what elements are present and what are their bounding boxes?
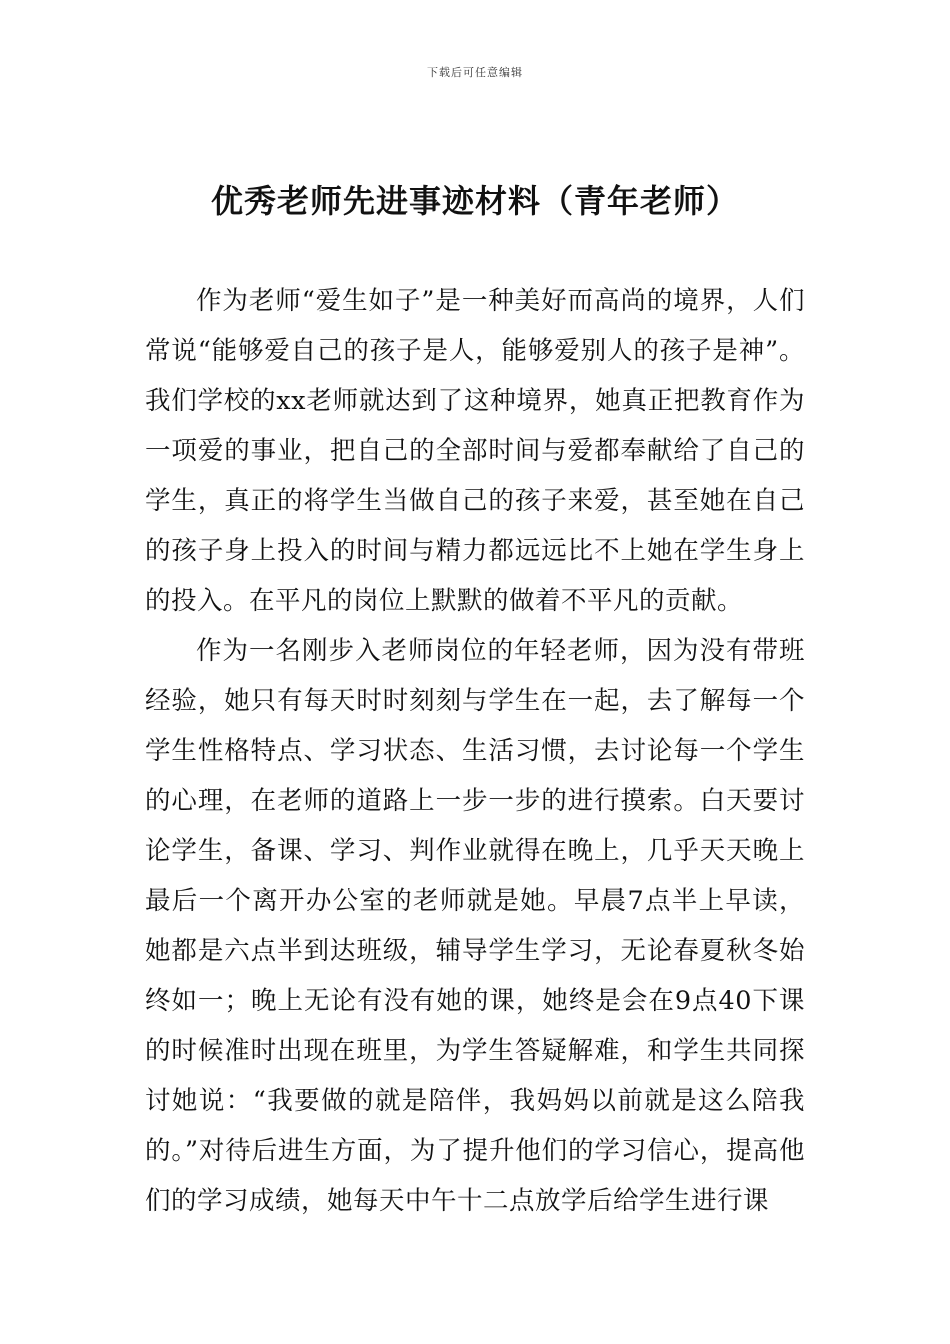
paragraph-2: 作为一名刚步入老师岗位的年轻老师，因为没有带班经验，她只有每天时时刻刻与学生在一起，去了解每一个学生性格特点、学习状态、生活习惯，去讨论每一个学生的心理，在老师的道路上一步一步的进行摸索。白天要讨论学生，备课、学习、判作业就得在晚上，几乎天天晚上最后一个离开办公室的老师就是她。早晨7点半上早读，她都是六点半到达班级，辅导学生学习，无论春夏秋冬始终如一；晚上无论有没有她的课，她终是会在9点40下课的时候准时出现在班里，为学生答疑解难，和学生共同探讨她说：“我要做的就是陪伴，我妈妈以前就是这么陪我的。”对待后进生方面，为了提升他们的学习信心，提高他们的学习成绩，她每天中午十二点放学后给学生进行课 xyxy=(145,636,805,1216)
paragraph-1: 作为老师“爱生如子”是一种美好而高尚的境界，人们常说“能够爱自己的孩子是人，能够爱别人的孩子是神”。我们学校的xx老师就达到了这种境界，她真正把教育作为一项爱的事业，把自己的全部时间与爱都奉献给了自己的学生，真正的将学生当做自己的孩子来爱，甚至她在自己的孩子身上投入的时间与精力都远远比不上她在学生身上的投入。在平凡的岗位上默默的做着不平凡的贡献。 xyxy=(145,286,805,616)
header-note: 下载后可任意编辑 xyxy=(427,66,523,79)
document-body xyxy=(145,276,805,1226)
document-title: 优秀老师先进事迹材料（青年老师） xyxy=(210,182,739,220)
